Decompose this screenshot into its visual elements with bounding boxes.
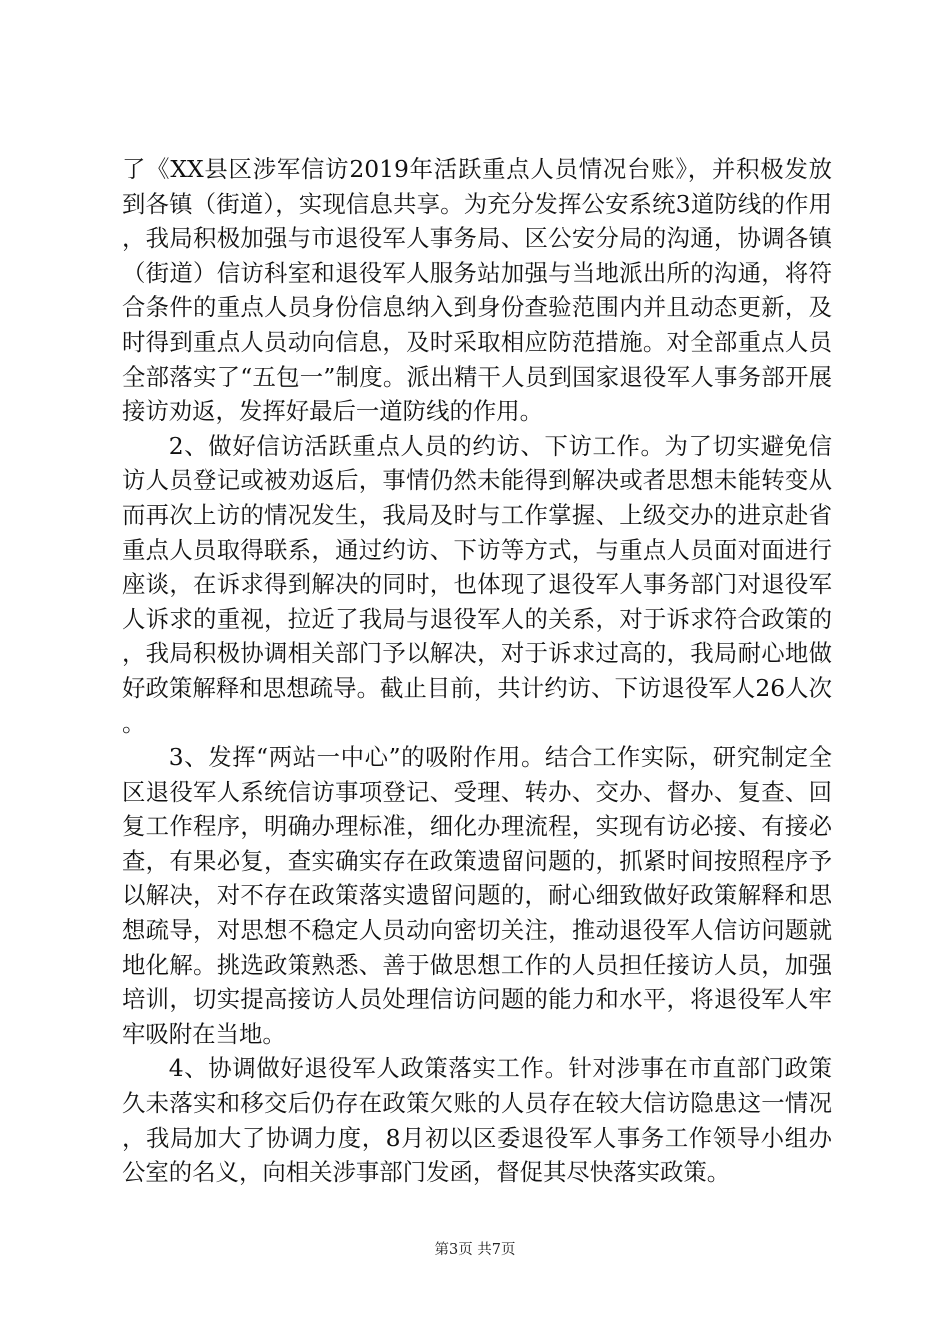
- paragraph-item-2: 2、做好信访活跃重点人员的约访、下访工作。为了切实避免信访人员登记或被劝返后，事情仍然未能得到解决或者思想未能转变从而再次上访的情况发生，我局及时与工作掌握、上级交办的进京赴省重点人员取得联系，通过约访、下访等方式，与重点人员面对面进行座谈，在诉求得到解决的同时，也体现了退役军人事务部门对退役军人诉求的重视，拉近了我局与退役军人的关系，对于诉求符合政策的，我局积极协调相关部门予以解决，对于诉求过高的，我局耐心地做好政策解释和思想疏导。截止目前，共计约访、下访退役军人26人次。: [122, 431, 832, 737]
- page-number-footer: 第3页 共7页: [434, 1242, 516, 1258]
- paragraph-item-4: 4、协调做好退役军人政策落实工作。针对涉事在市直部门政策久未落实和移交后仍存在政策欠账的人员存在较大信访隐患这一情况，我局加大了协调力度，8月初以区委退役军人事务工作领导小组办公室的名义，向相关涉事部门发函，督促其尽快落实政策。: [122, 1054, 832, 1187]
- document-body: [122, 152, 832, 1190]
- paragraph-item-3: 3、发挥“两站一中心”的吸附作用。结合工作实际，研究制定全区退役军人系统信访事项登记、受理、转办、交办、督办、复查、回复工作程序，明确办理标准，细化办理流程，实现有访必接、有接必查，有果必复，查实确实存在政策遗留问题的，抓紧时间按照程序予以解决，对不存在政策落实遗留问题的，耐心细致做好政策解释和思想疏导，对思想不稳定人员动向密切关注，推动退役军人信访问题就地化解。挑选政策熟悉、善于做思想工作的人员担任接访人员，加强培训，切实提高接访人员处理信访问题的能力和水平，将退役军人牢牢吸附在当地。: [122, 743, 832, 1048]
- paragraph-continuation: 了《XX县区涉军信访2019年活跃重点人员情况台账》，并积极发放到各镇（街道），实现信息共享。为充分发挥公安系统3道防线的作用，我局积极加强与市退役军人事务局、区公安分局的沟通，协调各镇（街道）信访科室和退役军人服务站加强与当地派出所的沟通，将符合条件的重点人员身份信息纳入到身份查验范围内并且动态更新，及时得到重点人员动向信息，及时采取相应防范措施。对全部重点人员全部落实了“五包一”制度。派出精干人员到国家退役军人事务部开展接访劝返，发挥好最后一道防线的作用。: [122, 155, 832, 426]
